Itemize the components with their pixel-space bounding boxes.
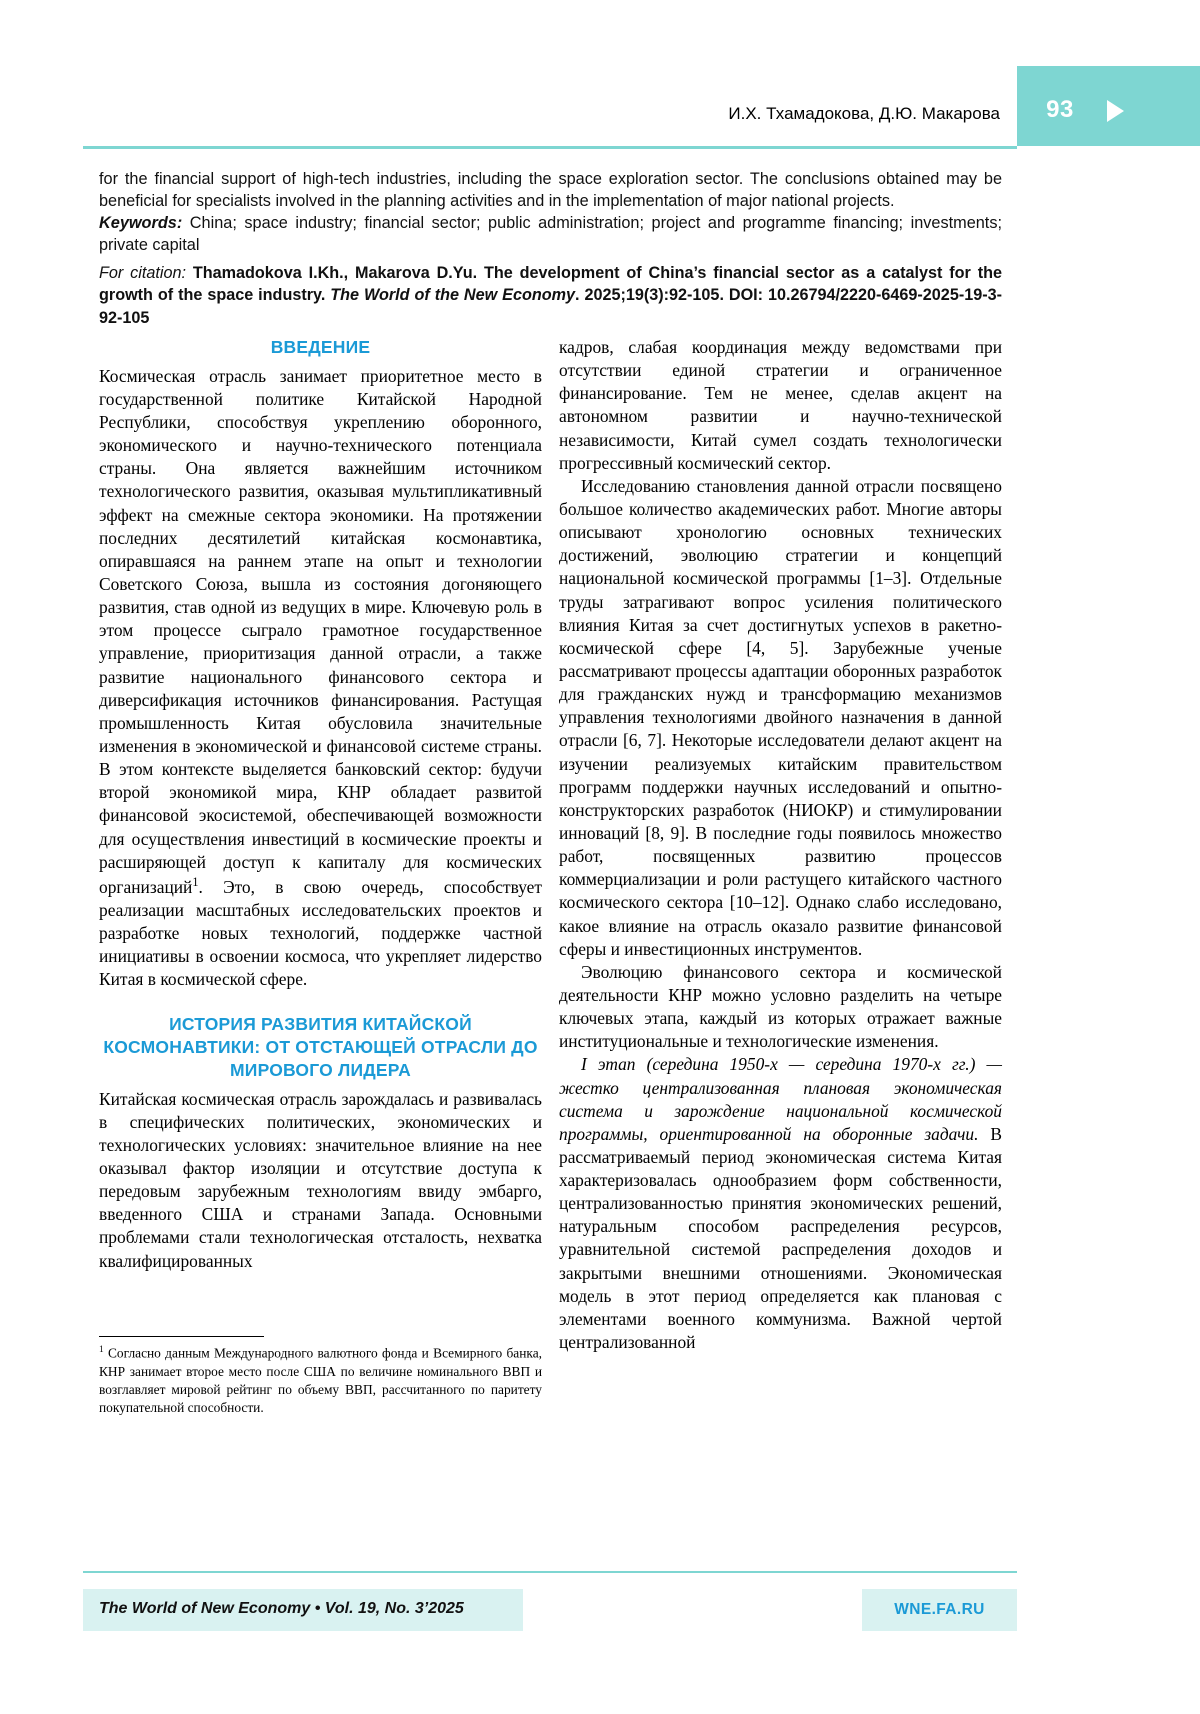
body-column-left (99, 336, 542, 1273)
stage-one-heading: I этап (середина 1950-х — середина 1970-х гг.) — жестко централизованная плановая экономическая система и зарождение национальной космической программы, ориентированной на оборонные задачи. (559, 1054, 1002, 1144)
right-paragraph-4 (559, 1053, 1002, 1354)
triangle-right-icon (1107, 100, 1124, 122)
intro-paragraph-text: Космическая отрасль занимает приоритетное место в государственной политике Китайской Народной Республики, способствуя укреплению оборонного, экономического и научно-технического потенциала страны. Она является важнейшим источником технологического развития, оказывая мультипликативный эффект на смежные сектора экономики. На протяжении последних десятилетий китайская космонавтика, опиравшаяся на раннем этапе на опыт и технологии Советского Союза, вышла из состояния догоняющего развития, став одной из ведущих в мире. Ключевую роль в этом процессе сыграло грамотное государственное управление, приоритизация данной отрасли, а также развитие национального финансового сектора и диверсификация источников финансирования. Растущая промышленность Китая обусловила значительные изменения в экономической и финансовой системе страны. В этом контексте выделяется банковский сектор: будучи второй экономикой мира, КНР обладает развитой финансовой экосистемой, обеспечивающей возможности для осуществления инвестиций в космические проекты и расширяющей доступ к капиталу для космических организаций (99, 365, 542, 897)
keywords-line (99, 212, 1002, 256)
keywords-text: China; space industry; financial sector; public administration; project and programme financing; investments; private capital (99, 214, 1002, 255)
right-paragraph-2: Исследованию становления данной отрасли посвящено большое количество академических работ. Многие авторы описывают хронологию основных технических достижений, эволюцию стратегии и концепций национальной космической программы [1–3]. Отдельные труды затрагивают вопрос усиления политического влияния Китая за счет достигнутых успехов в ракетно-космической сфере [4, 5]. Зарубежные ученые рассматривают процессы адаптации оборонных разработок для гражданских нужд и трансформацию механизмов управления технологиями двойного назначения в данной отрасли [6, 7]. Некоторые исследователи делают акцент на изучении реализуемых китайским правительством программ поддержки научных исследований и опытно-конструкторских разработок (НИОКР) и стимулировании инноваций [8, 9]. В последние годы появилось множество работ, посвященных развитию процессов коммерциализации и роли растущего китайского частного космического сектора [10–12]. Однако слабо исследовано, какое влияние на отрасль оказало развитие финансовой сферы и инвестиционных инструментов. (559, 475, 1002, 959)
footer-divider (83, 1571, 1017, 1573)
footnote-marker-inline: 1 (192, 874, 199, 889)
footer-website[interactable]: WNE.FA.RU (894, 1601, 985, 1618)
abstract-text: for the financial support of high-tech industries, including the space exploration sector. The conclusions obtained may be beneficial for specialists involved in the planning activities and in the implementation of major national projects. (99, 170, 1002, 211)
citation-details: . 2025;19(3):92-105. DOI: 10.26794/2220-6469-2025-19-3-92-105 (99, 286, 1002, 327)
citation-journal: The World of the New Economy (330, 286, 576, 305)
intro-paragraph (99, 365, 542, 992)
header-divider (83, 146, 1017, 149)
footnote-divider (99, 1336, 264, 1337)
body-column-right (559, 336, 1002, 1354)
citation-label: For citation: (99, 264, 186, 282)
footer-journal-info: The World of New Economy • Vol. 19, No. 3’2025 (99, 1600, 464, 1617)
footnote-text: Согласно данным Международного валютного фонда и Всемирного банка, КНР занимает второе место после США по величине номинального ВВП и возглавляет мировой рейтинг по объему ВВП, рассчитанного по паритету покупательной способности. (99, 1345, 542, 1415)
right-paragraph-3: Эволюцию финансового сектора и космической деятельности КНР можно условно разделить на четыре ключевых этапа, каждый из которых отражает важные институциональные и технологические изменения. (559, 961, 1002, 1052)
stage-one-text: В рассматриваемый период экономическая система Китая характеризовалась однообразием форм собственности, централизованностью принятия экономических решений, натуральным способом распределения ресурсов, уравнительной системой распределения доходов и закрытыми внешними отношениями. Экономическая модель в этот период определяется как плановая с элементами военного коммунизма. Важной чертой централизованной (559, 1123, 1002, 1353)
section-title-history: ИСТОРИЯ РАЗВИТИЯ КИТАЙСКОЙ КОСМОНАВТИКИ: ОТ ОТСТАЮЩЕЙ ОТРАСЛИ ДО МИРОВОГО ЛИДЕРА (103, 1014, 538, 1080)
abstract-block (99, 168, 1002, 257)
page-number: 93 (1046, 96, 1074, 123)
footnote-marker: 1 (99, 1345, 104, 1355)
running-head-authors: И.Х. Тхамадокова, Д.Ю. Макарова (728, 104, 1000, 123)
citation-authors-title: Thamadokova I.Kh., Makarova D.Yu. The development of China’s financial sector as a catalyst for the growth of the space industry. (99, 264, 1002, 305)
citation-block (99, 262, 1002, 329)
footnote-block (99, 1344, 542, 1417)
keywords-label: Keywords: (99, 214, 183, 233)
history-paragraph: Китайская космическая отрасль зарождалась и развивалась в специфических политических, экономических и технологических условиях: значительное влияние на нее оказывал фактор изоляции и отсутствие доступа к передовым зарубежным технологиям ввиду эмбарго, введенного США и странами Запада. Основными проблемами стали технологическая отсталость, нехватка квалифицированных (99, 1088, 542, 1271)
right-paragraph-1: кадров, слабая координация между ведомствами при отсутствии единой стратегии и ограниченное финансирование. Тем не менее, сделав акцент на автономном развитии и научно-технической независимости, Китай сумел создать технологически прогрессивный космический сектор. (559, 337, 1002, 473)
intro-paragraph-tail: . Это, в свою очередь, способствует реализации масштабных исследовательских проектов и разработке новых технологий, поддержке частной инициативы в освоении космоса, что укрепляет лидерство Китая в космической сфере. (99, 876, 542, 990)
section-title-introduction: ВВЕДЕНИЕ (270, 337, 371, 357)
